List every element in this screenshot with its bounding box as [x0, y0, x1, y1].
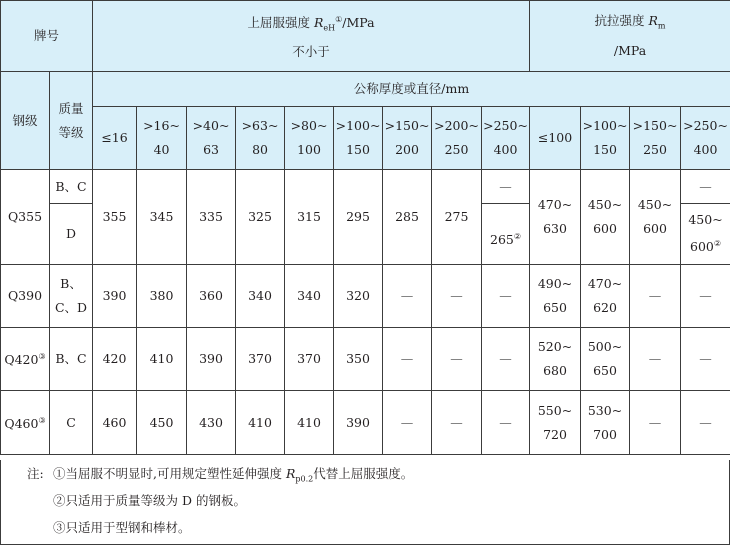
tensile-title: 抗拉强度	[594, 13, 649, 29]
value-text: Q460	[4, 416, 39, 432]
value-cell: —	[432, 391, 482, 455]
yield-unit: /MPa	[342, 14, 375, 30]
steel-grade-cell: Q355	[1, 170, 50, 265]
value-text: 550~720	[537, 402, 573, 442]
note-2: ②只适用于质量等级为 D 的钢板。	[53, 493, 246, 508]
value-cell: 360	[187, 265, 236, 328]
value-cell: 320	[334, 265, 383, 328]
yield-col-header	[383, 107, 432, 170]
col-label: >200~250	[434, 118, 479, 157]
value-cell	[630, 170, 681, 265]
value-cell	[581, 170, 630, 265]
value-cell: —	[681, 391, 730, 455]
quality-cell: B、C	[50, 170, 93, 204]
value-text: B、C、D	[54, 276, 88, 315]
value-cell: 450	[137, 391, 187, 455]
yield-symbol: R	[313, 14, 324, 30]
value-cell: —	[482, 170, 530, 204]
yield-col-header	[482, 107, 530, 170]
tensile-col-header	[681, 107, 730, 170]
col-label: >250~400	[683, 118, 728, 157]
value-text: Q420	[4, 352, 39, 368]
col-label: >40~63	[192, 118, 230, 157]
footnote-ref: ③	[38, 415, 46, 425]
tensile-symbol: R	[648, 13, 658, 29]
value-cell: 370	[236, 328, 285, 391]
yield-col-header	[187, 107, 236, 170]
yield-col-header	[137, 107, 187, 170]
value-text: 265	[490, 232, 514, 247]
value-cell: 390	[187, 328, 236, 391]
value-cell	[581, 391, 630, 455]
value-cell: 285	[383, 170, 432, 265]
value-text: 500~650	[587, 339, 623, 378]
col-label: >16~40	[143, 118, 180, 157]
tensile-unit: /MPa	[613, 42, 647, 58]
tensile-col-header	[630, 107, 681, 170]
value-cell: —	[432, 328, 482, 391]
value-text: 450~600	[637, 197, 673, 236]
value-cell: 295	[334, 170, 383, 265]
value-cell: 370	[285, 328, 334, 391]
value-cell: 340	[236, 265, 285, 328]
value-cell: —	[681, 328, 730, 391]
notes-section	[0, 460, 730, 545]
yield-col-header	[432, 107, 482, 170]
footnote-ref: ①	[335, 14, 343, 24]
value-cell: 335	[187, 170, 236, 265]
value-cell: 380	[137, 265, 187, 328]
value-cell	[482, 204, 530, 265]
value-cell	[581, 328, 630, 391]
value-cell: 325	[236, 170, 285, 265]
note-text: ①当屈服不明显时,可用规定塑性延伸强度	[53, 466, 286, 481]
yield-title: 上屈服强度	[247, 14, 314, 30]
value-cell: 355	[93, 170, 137, 265]
thickness-header: 公称厚度或直径/mm	[93, 72, 730, 107]
col-label: >100~150	[582, 118, 628, 157]
value-cell: 390	[334, 391, 383, 455]
yield-strength-header	[93, 1, 530, 72]
quality-grade-label: 质量等级	[58, 100, 84, 140]
value-cell: 410	[137, 328, 187, 391]
yield-col-header: ≤16	[93, 107, 137, 170]
value-cell: 350	[334, 328, 383, 391]
col-label: >150~250	[632, 118, 678, 157]
value-cell	[681, 204, 730, 265]
note-subscript: p0.2	[295, 474, 314, 484]
footnote-ref: ③	[38, 352, 46, 362]
col-label: >100~150	[335, 118, 381, 157]
value-cell: 410	[285, 391, 334, 455]
value-cell: 315	[285, 170, 334, 265]
footnote-ref: ②	[713, 239, 722, 249]
not-less-than-label: 不小于	[292, 44, 330, 60]
value-cell: —	[630, 265, 681, 328]
yield-col-header	[236, 107, 285, 170]
footnote-ref: ②	[513, 231, 522, 241]
value-cell: —	[482, 328, 530, 391]
value-cell	[581, 265, 630, 328]
value-cell: —	[383, 265, 432, 328]
note-3: ③只适用于型钢和棒材。	[53, 520, 191, 535]
quality-cell: D	[50, 204, 93, 265]
value-cell: 460	[93, 391, 137, 455]
value-text: 520~680	[537, 339, 573, 378]
value-cell: 420	[93, 328, 137, 391]
value-cell: 410	[236, 391, 285, 455]
value-cell: 275	[432, 170, 482, 265]
tensile-col-header	[581, 107, 630, 170]
col-label: >250~400	[483, 118, 528, 157]
yield-col-header	[285, 107, 334, 170]
note-text: 代替上屈服强度。	[313, 466, 414, 481]
col-label: >63~80	[241, 118, 279, 157]
quality-cell	[50, 265, 93, 328]
tensile-strength-header	[530, 1, 730, 72]
value-cell: —	[432, 265, 482, 328]
steel-grade-header: 钢级	[1, 72, 50, 170]
note-symbol: R	[285, 466, 296, 481]
value-text: 470~620	[587, 276, 623, 315]
value-cell: —	[681, 265, 730, 328]
yield-col-header	[334, 107, 383, 170]
value-cell: —	[630, 391, 681, 455]
value-cell: —	[383, 328, 432, 391]
value-cell: 390	[93, 265, 137, 328]
value-cell: —	[630, 328, 681, 391]
note-1	[53, 464, 413, 484]
value-cell: 340	[285, 265, 334, 328]
value-cell: —	[383, 391, 432, 455]
value-cell: 430	[187, 391, 236, 455]
value-text: 530~700	[587, 402, 623, 442]
value-text: 450~600	[587, 197, 623, 236]
value-text: 450~600	[688, 212, 723, 255]
quality-cell: B、C	[50, 328, 93, 391]
col-label: >150~200	[384, 118, 430, 157]
value-cell	[530, 391, 581, 455]
col-label: >80~100	[290, 118, 328, 157]
steel-grade-cell	[1, 391, 50, 455]
value-text: 470~630	[537, 197, 573, 236]
value-cell	[530, 328, 581, 391]
value-cell: —	[482, 391, 530, 455]
steel-grade-cell	[1, 328, 50, 391]
quality-grade-header	[50, 72, 93, 170]
yield-subscript: eH	[323, 23, 336, 33]
tensile-subscript: m	[657, 21, 666, 31]
notes-prefix: 注:	[27, 466, 44, 481]
value-cell	[530, 170, 581, 265]
value-text: 490~650	[537, 276, 573, 315]
grade-header: 牌号	[1, 1, 93, 72]
tensile-col-header: ≤100	[530, 107, 581, 170]
value-cell: 345	[137, 170, 187, 265]
value-cell: —	[681, 170, 730, 204]
steel-grade-cell: Q390	[1, 265, 50, 328]
value-cell: —	[482, 265, 530, 328]
quality-cell: C	[50, 391, 93, 455]
value-cell	[530, 265, 581, 328]
